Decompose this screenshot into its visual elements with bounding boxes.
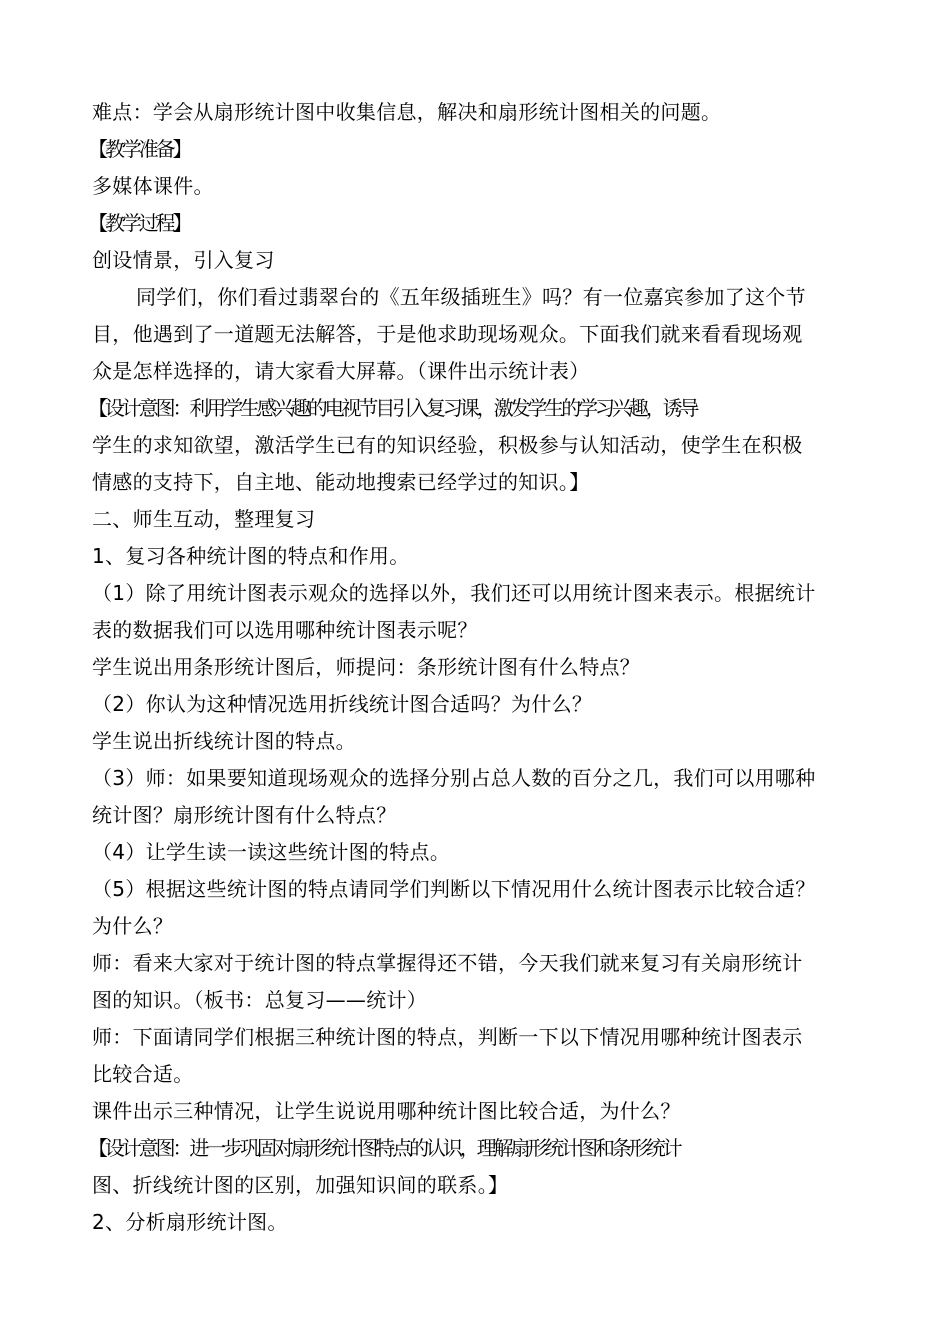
design-intent-line: 情感的支持下，自主地、能动地搜索已经学过的知识。】 bbox=[92, 470, 590, 494]
paragraph-line: 学生说出折线统计图的特点。 bbox=[92, 729, 356, 753]
paragraph-line: 同学们，你们看过翡翠台的《五年级插班生》吗？有一位嘉宾参加了这个节 bbox=[136, 285, 806, 309]
design-intent-line: 图、折线统计图的区别，加强知识间的联系。】 bbox=[92, 1173, 509, 1197]
paragraph-line: 表的数据我们可以选用哪种统计图表示呢？ bbox=[92, 618, 478, 642]
document-page bbox=[88, 94, 868, 1241]
step-heading-intro: 创设情景，引入复习 bbox=[92, 248, 275, 272]
paragraph-line: （4）让学生读一读这些统计图的特点。 bbox=[92, 840, 451, 864]
paragraph-line: 师：下面请同学们根据三种统计图的特点，判断一下以下情况用哪种统计图表示 bbox=[92, 1025, 803, 1049]
paragraph-line: （1）除了用统计图表示观众的选择以外，我们还可以用统计图来表示。根据统计 bbox=[92, 581, 816, 605]
preparation-text: 多媒体课件。 bbox=[92, 174, 214, 198]
paragraph-line: 比较合适。 bbox=[92, 1062, 194, 1086]
paragraph-line: 目，他遇到了一道题无法解答，于是他求助现场观众。下面我们就来看看现场观 bbox=[92, 322, 803, 346]
paragraph-line: （2）你认为这种情况选用折线统计图合适吗？为什么？ bbox=[92, 692, 593, 716]
paragraph-line: 众是怎样选择的，请大家看大屏幕。（课件出示统计表） bbox=[92, 359, 590, 383]
design-intent-line: 学生的求知欲望，激活学生已有的知识经验，积极参与认知活动，使学生在积极 bbox=[92, 433, 803, 457]
paragraph-line: 师：看来大家对于统计图的特点掌握得还不错，今天我们就来复习有关扇形统计 bbox=[92, 951, 803, 975]
paragraph-line: 学生说出用条形统计图后，师提问：条形统计图有什么特点？ bbox=[92, 655, 641, 679]
difficulty-line: 难点：学会从扇形统计图中收集信息，解决和扇形统计图相关的问题。 bbox=[92, 100, 722, 124]
paragraph-line: 为什么？ bbox=[92, 914, 174, 938]
paragraph-line: （5）根据这些统计图的特点请同学们判断以下情况用什么统计图表示比较合适？ bbox=[92, 877, 816, 901]
paragraph-line: 课件出示三种情况，让学生说说用哪种统计图比较合适，为什么？ bbox=[92, 1099, 681, 1123]
design-intent-line: 【设计意图：进一步巩固对扇形统计图特点的认识，理解扇形统计图和条形统计 bbox=[88, 1136, 680, 1160]
paragraph-line: 统计图？扇形统计图有什么特点？ bbox=[92, 803, 397, 827]
paragraph-line: （3）师：如果要知道现场观众的选择分别占总人数的百分之几，我们可以用哪种 bbox=[92, 766, 816, 790]
step-heading-review: 二、师生互动，整理复习 bbox=[92, 507, 316, 531]
subsection-heading-1: 1、复习各种统计图的特点和作用。 bbox=[92, 544, 410, 568]
subsection-heading-2: 2、分析扇形统计图。 bbox=[92, 1210, 288, 1234]
section-heading-process: 【教学过程】 bbox=[88, 211, 190, 235]
section-heading-preparation: 【教学准备】 bbox=[88, 137, 190, 161]
design-intent-line: 【设计意图：利用学生感兴趣的电视节目引入复习课，激发学生的学习兴趣，诱导 bbox=[88, 396, 697, 420]
paragraph-line: 图的知识。（板书：总复习——统计） bbox=[92, 988, 428, 1012]
